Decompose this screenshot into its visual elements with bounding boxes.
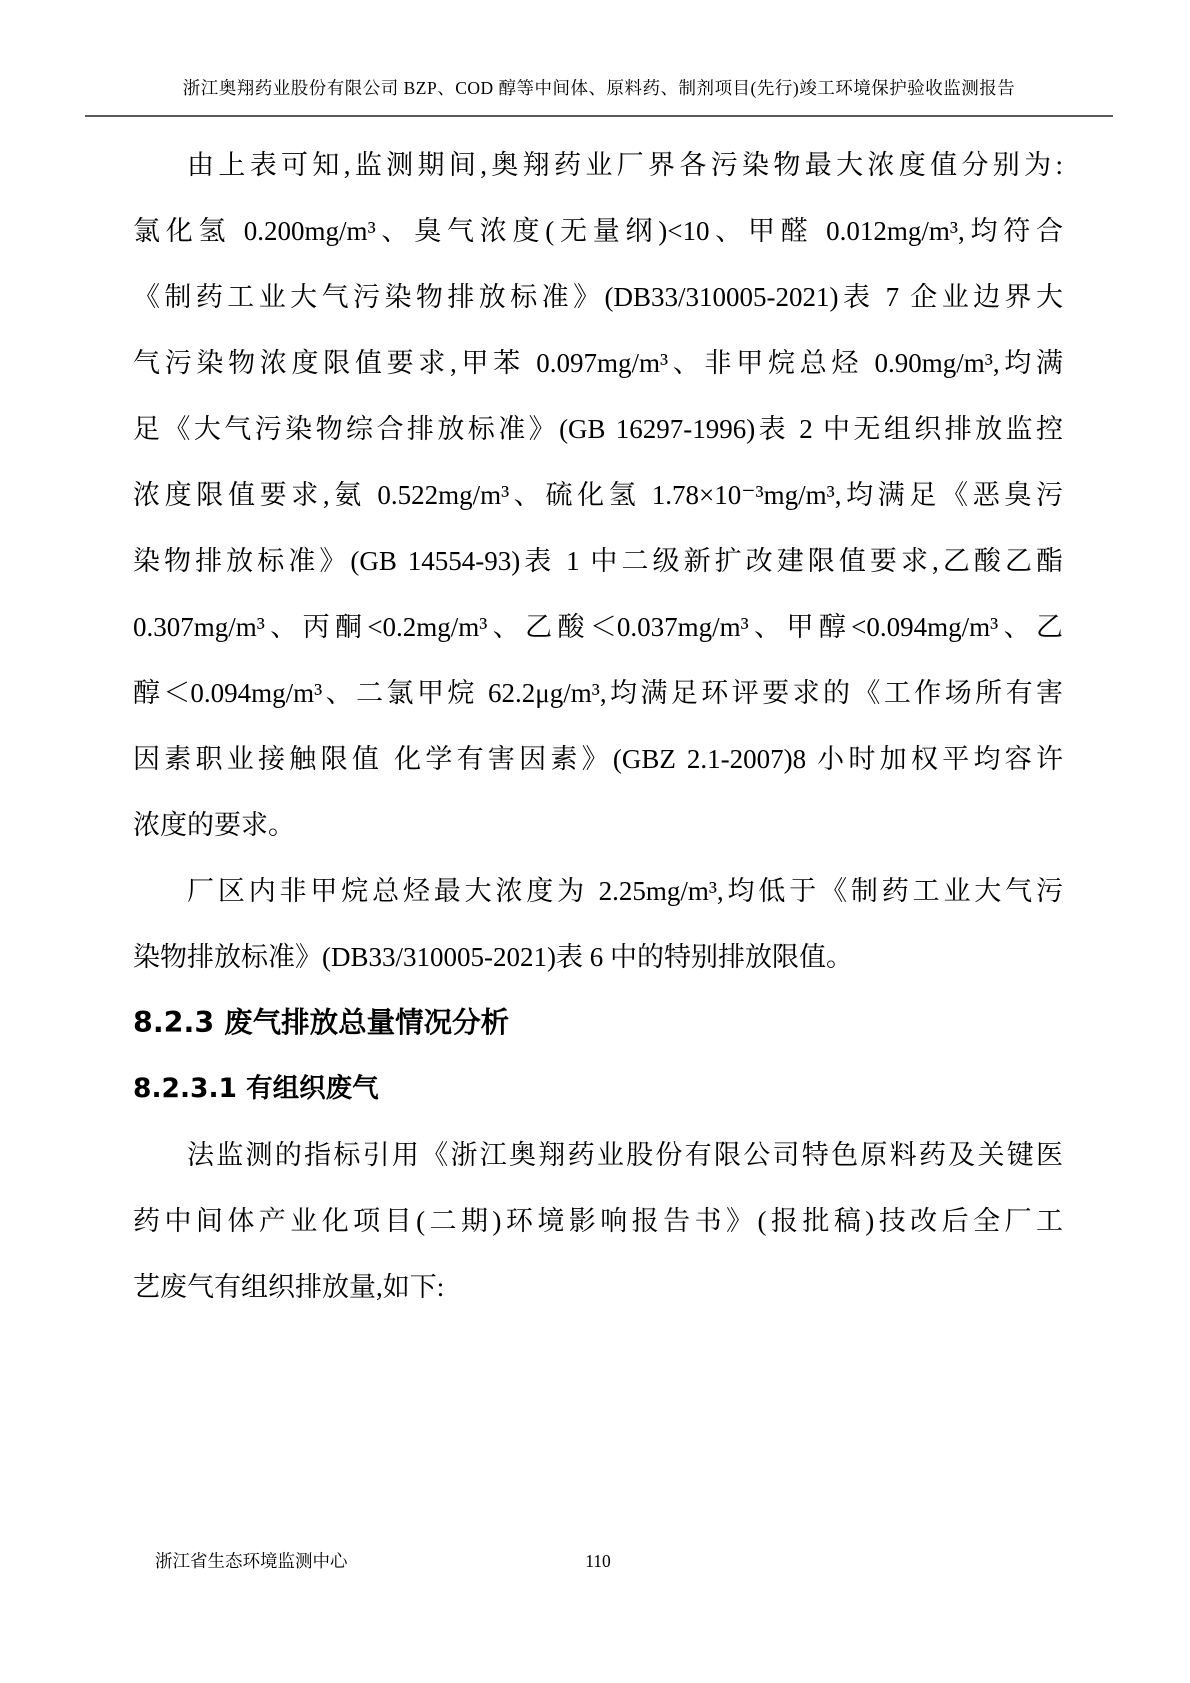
text-line: 气污染物浓度限值要求,甲苯 0.097mg/m³、非甲烷总烃 0.90mg/m³,均满 xyxy=(133,348,1063,378)
text-line: 由上表可知,监测期间,奥翔药业厂界各污染物最大浓度值分别为: xyxy=(187,150,1063,180)
footer-organization: 浙江省生态环境监测中心 xyxy=(155,1551,348,1571)
text-line: 药中间体产业化项目(二期)环境影响报告书》(报批稿)技改后全厂工 xyxy=(133,1206,1063,1236)
document-body xyxy=(133,132,1063,1320)
page-number: 110 xyxy=(585,1551,611,1571)
text-line: 染物排放标准》(GB 14554-93)表 1 中二级新扩改建限值要求,乙酸乙酯 xyxy=(133,546,1063,576)
text-line: 染物排放标准》(DB33/310005-2021)表 6 中的特别排放限值。 xyxy=(133,942,853,972)
header-title: 浙江奥翔药业股份有限公司 BZP、COD 醇等中间体、原料药、制剂项目(先行)竣工环境保护验收监测报告 xyxy=(182,78,1016,98)
text-line: 氯化氢 0.200mg/m³、臭气浓度(无量纲)<10、甲醛 0.012mg/m³,均符合 xyxy=(133,216,1063,246)
text-line: 浓度的要求。 xyxy=(133,810,295,840)
header-rule xyxy=(85,115,1113,117)
text-line: 因素职业接触限值 化学有害因素》(GBZ 2.1-2007)8 小时加权平均容许 xyxy=(133,744,1063,774)
text-line: 浓度限值要求,氨 0.522mg/m³、硫化氢 1.78×10⁻³mg/m³,均满足《恶臭污 xyxy=(133,480,1063,510)
text-line: 艺废气有组织排放量,如下: xyxy=(133,1272,445,1302)
paragraph-nmhc-in-plant xyxy=(133,858,1063,990)
text-line: 醇＜0.094mg/m³、二氯甲烷 62.2μg/m³,均满足环评要求的《工作场所有害 xyxy=(133,678,1063,708)
page-header xyxy=(85,76,1113,100)
page-footer xyxy=(133,1549,1063,1573)
text-line: 足《大气污染物综合排放标准》(GB 16297-1996)表 2 中无组织排放监控 xyxy=(133,414,1063,444)
subsection-heading-8-2-3-1: 8.2.3.1 有组织废气 xyxy=(133,1073,379,1104)
text-line: 法监测的指标引用《浙江奥翔药业股份有限公司特色原料药及关键医 xyxy=(187,1140,1063,1170)
section-heading-8-2-3: 8.2.3 废气排放总量情况分析 xyxy=(133,1006,510,1039)
paragraph-boundary-pollutants xyxy=(133,132,1063,858)
text-line: 0.307mg/m³、丙酮<0.2mg/m³、乙酸＜0.037mg/m³、甲醇<0.094mg/m³、乙 xyxy=(133,612,1063,642)
paragraph-organized-emission-intro xyxy=(133,1122,1063,1320)
text-line: 《制药工业大气污染物排放标准》(DB33/310005-2021)表 7 企业边界大 xyxy=(133,282,1063,312)
text-line: 厂区内非甲烷总烃最大浓度为 2.25mg/m³,均低于《制药工业大气污 xyxy=(187,876,1063,906)
